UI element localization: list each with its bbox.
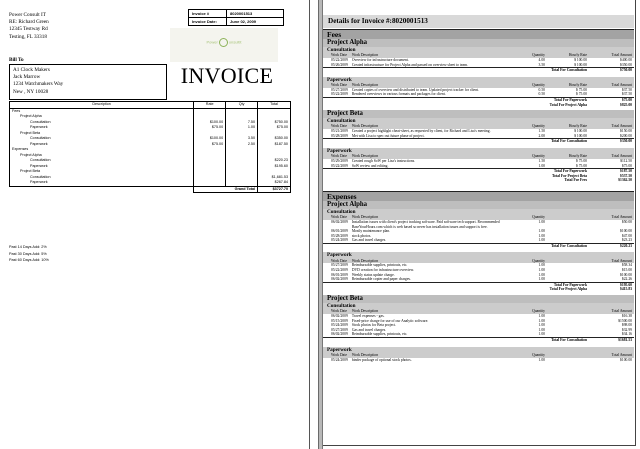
line-total: $75.00 bbox=[258, 125, 291, 131]
col-work-date: Work Date bbox=[323, 53, 350, 58]
col-hourly-rate: Hourly Rate bbox=[547, 83, 589, 88]
quantity: 0.50 bbox=[515, 92, 547, 97]
quantity: 1.00 bbox=[538, 327, 545, 332]
col-quantity: Quantity bbox=[515, 258, 547, 263]
logo-circle-icon bbox=[219, 38, 228, 47]
project-total-value: $415.83 bbox=[620, 287, 632, 292]
col-qty: Qty bbox=[226, 102, 258, 109]
sender-address bbox=[9, 12, 49, 41]
subtotal-label: Total For Consultation bbox=[551, 139, 587, 144]
col-total-amount: Total Amount bbox=[589, 215, 634, 220]
fees-total-label: Total For Fees bbox=[564, 178, 587, 183]
subtotal-label: Total For Paperwork bbox=[553, 97, 587, 102]
invoice-page bbox=[0, 0, 319, 449]
work-description: Met with Lisa to spec out future phase of project. bbox=[350, 134, 515, 139]
col-hourly-rate: Hourly Rate bbox=[547, 154, 589, 159]
work-description: Gas and travel charges. bbox=[350, 238, 515, 243]
col-quantity: Quantity bbox=[515, 124, 547, 129]
total-amount: $100.00 bbox=[620, 272, 632, 277]
line-total: $750.00 bbox=[258, 120, 291, 126]
subtotal-row bbox=[323, 243, 634, 248]
work-date: 05/27/2009 bbox=[331, 327, 348, 332]
line-qty: 1.00 bbox=[226, 125, 258, 131]
col-total: Total bbox=[258, 102, 291, 109]
line-rate: $75.00 bbox=[194, 125, 226, 131]
invoice-title: INVOICE bbox=[180, 63, 274, 88]
line-total: $350.00 bbox=[258, 136, 291, 142]
subtotal-label: Total For Paperwork bbox=[553, 282, 587, 287]
line-desc: Consultation bbox=[10, 136, 194, 142]
line-desc: Paperwork bbox=[10, 142, 194, 148]
invoice-date-row bbox=[189, 18, 284, 26]
total-amount: $50.00 bbox=[621, 219, 632, 224]
work-date: 06/02/2009 bbox=[323, 277, 350, 282]
hourly-rate: $ 100.00 bbox=[547, 63, 589, 68]
line-desc: Project Beta bbox=[10, 169, 194, 175]
line-desc: Project Alpha bbox=[10, 153, 194, 159]
col-total-amount: Total Amount bbox=[589, 53, 634, 58]
expenses-beta-paperwork-table bbox=[323, 353, 634, 363]
work-description: Reimbursable copier and paper charges. bbox=[350, 277, 515, 282]
line-total: $220.23 bbox=[258, 158, 291, 164]
work-date: 06/01/2009 bbox=[331, 229, 348, 234]
project-total-label: Total For Project Alpha bbox=[549, 287, 587, 292]
line-desc: Paperwork bbox=[10, 164, 194, 170]
detail-row bbox=[323, 220, 634, 229]
invoice-number-label: Invoice # bbox=[189, 10, 227, 18]
project-total-value: $825.00 bbox=[620, 102, 632, 107]
bill-to-company: A1 Clock Makers bbox=[13, 67, 50, 73]
quantity: 3.50 bbox=[515, 63, 547, 68]
quantity: 1.00 bbox=[538, 219, 545, 224]
logo-text-left: Power bbox=[206, 39, 218, 45]
line-desc: Paperwork bbox=[10, 180, 194, 186]
expenses-alpha-paperwork-table bbox=[323, 258, 634, 292]
expenses-alpha-consultation-table bbox=[323, 215, 634, 249]
quantity: 2.00 bbox=[515, 134, 547, 139]
grand-total-spacer bbox=[10, 186, 194, 193]
subtotal-value: $195.60 bbox=[620, 282, 632, 287]
total-amount: $37.50 bbox=[589, 92, 634, 97]
line-qty: 3.50 bbox=[226, 136, 258, 142]
col-work-date: Work Date bbox=[323, 83, 350, 88]
work-description: Fixed-price charge for use of our Analytic software. bbox=[351, 318, 429, 323]
line-desc: Project Alpha bbox=[10, 114, 194, 120]
col-hourly-rate: Hourly Rate bbox=[547, 124, 589, 129]
quantity: 1.00 bbox=[538, 314, 545, 319]
invoice-date-value: June 02, 2009 bbox=[227, 18, 284, 26]
quantity: 1.00 bbox=[538, 272, 545, 277]
work-date: 06/02/2009 bbox=[331, 314, 348, 319]
total-amount: $15.00 bbox=[621, 268, 632, 273]
subtotal-label: Total For Consultation bbox=[551, 68, 587, 73]
sender-street: 12345 Testway Rd bbox=[9, 26, 48, 33]
work-date: 05/27/2009 bbox=[331, 87, 348, 92]
work-description: Reimbursable supplies, printouts, etc. bbox=[351, 263, 408, 268]
subtotal-value: $187.50 bbox=[620, 169, 632, 174]
invoice-number-row bbox=[189, 10, 284, 18]
work-date: 05/27/2009 bbox=[331, 263, 348, 268]
subtotal-label: Total For Consultation bbox=[551, 243, 587, 248]
col-total-amount: Total Amount bbox=[589, 353, 634, 358]
work-date: 05/22/2009 bbox=[331, 268, 348, 273]
line-desc: Consultation bbox=[10, 120, 194, 126]
late-fee-60: Past 60 Days Add: 10% bbox=[9, 258, 49, 262]
grand-total-value: $3727.70 bbox=[258, 186, 291, 193]
sender-city: Testing, FL 33318 bbox=[9, 33, 47, 40]
col-quantity: Quantity bbox=[515, 154, 547, 159]
hourly-rate: $ 100.00 bbox=[574, 58, 587, 62]
line-items-table bbox=[9, 101, 291, 193]
expenses-alpha-consultation: Consultation bbox=[323, 209, 634, 215]
expenses-project-beta: Project Beta bbox=[323, 295, 634, 303]
work-description: Rendered overviews in various formats and packages for client. bbox=[350, 92, 515, 97]
line-total: $1,681.53 bbox=[258, 175, 291, 181]
fees-alpha-consultation-table bbox=[323, 53, 634, 73]
work-date: 05/24/2009 bbox=[331, 357, 348, 362]
subtotal-label: Total For Consultation bbox=[551, 338, 587, 342]
col-description: Description bbox=[10, 102, 194, 109]
work-description: Travel expenses - gas. bbox=[351, 314, 385, 319]
line-desc: Project Beta bbox=[10, 131, 194, 137]
bill-to-city: New , NY 10028 bbox=[13, 88, 49, 95]
grand-total-label: Grand Total bbox=[194, 186, 258, 193]
line-qty: 2.50 bbox=[226, 142, 258, 148]
work-description: binder package of optional stock photos. bbox=[351, 357, 412, 362]
invoice-meta-table bbox=[188, 9, 284, 26]
work-description: Created a project highlight cheat-sheet, as requested by client, for Richard and Lisa's meeting. bbox=[351, 129, 491, 134]
fees-alpha-paperwork-table bbox=[323, 83, 634, 107]
work-date: 05/24/2009 bbox=[331, 323, 348, 328]
col-total-amount: Total Amount bbox=[589, 124, 634, 129]
subtotal-row bbox=[323, 139, 634, 144]
line-desc: Fees bbox=[10, 108, 194, 114]
quantity: 1.50 bbox=[538, 158, 545, 163]
fees-alpha-paperwork: Paperwork bbox=[323, 77, 634, 83]
subtotal-value: $750.00 bbox=[620, 68, 632, 73]
late-fee-14: Past 14 Days Add: 2% bbox=[9, 245, 47, 249]
total-amount: $200.00 bbox=[589, 134, 634, 139]
details-title: Details for Invoice #:8020001513 bbox=[323, 15, 634, 28]
logo-text-right: onsultit bbox=[228, 39, 242, 45]
project-total-label: Total For Project Alpha bbox=[549, 102, 587, 107]
details-frame bbox=[323, 0, 636, 446]
hourly-rate: $ 100.00 bbox=[574, 129, 587, 134]
subtotal-row bbox=[323, 338, 634, 343]
detail-row bbox=[323, 358, 634, 363]
total-amount: $100.00 bbox=[620, 357, 632, 362]
expenses-beta-paperwork: Paperwork bbox=[323, 347, 634, 353]
total-amount: $23.23 bbox=[589, 238, 634, 243]
quantity: 1.00 bbox=[538, 357, 545, 362]
line-desc: Paperwork bbox=[10, 125, 194, 131]
work-description: Reimbursable supplies, printouts, etc. bbox=[350, 332, 515, 337]
total-amount: $47.00 bbox=[621, 233, 632, 238]
fees-beta-consultation-table bbox=[323, 124, 634, 144]
col-quantity: Quantity bbox=[515, 309, 547, 314]
total-amount: $22.26 bbox=[589, 277, 634, 282]
hourly-rate: $ 75.00 bbox=[547, 92, 589, 97]
work-description: stock photos. bbox=[351, 233, 372, 238]
invoice-date-label: Invoice Date: bbox=[189, 18, 227, 26]
work-description: SoW review and editing. bbox=[350, 164, 515, 169]
sender-company: Power Consult IT bbox=[9, 12, 46, 18]
work-date: 05/24/2009 bbox=[323, 238, 350, 243]
quantity: 1.00 bbox=[538, 318, 545, 323]
bill-to-label: Bill To bbox=[9, 57, 24, 63]
col-hourly-rate: Hourly Rate bbox=[547, 53, 589, 58]
work-description: Created infrastructure for Project Alpha and passed on overview sheet to team. bbox=[350, 63, 515, 68]
quantity: 1.00 bbox=[538, 323, 545, 328]
work-date: 06/02/2009 bbox=[323, 332, 350, 337]
col-quantity: Quantity bbox=[515, 83, 547, 88]
total-amount: $98.00 bbox=[621, 323, 632, 328]
quantity: 1.00 bbox=[538, 268, 545, 273]
col-total-amount: Total Amount bbox=[589, 154, 634, 159]
col-work-description: Work Description bbox=[350, 215, 515, 220]
total-amount: $16.38 bbox=[621, 314, 632, 319]
total-amount: $37.50 bbox=[621, 87, 632, 92]
fees-beta-consultation: Consultation bbox=[323, 118, 634, 124]
expenses-beta-consultation: Consultation bbox=[323, 303, 634, 309]
subtotal-value: $75.00 bbox=[621, 97, 632, 102]
section-expenses: Expenses bbox=[323, 191, 634, 201]
bill-to-street: 1234 Watchmakers Way bbox=[13, 81, 64, 88]
late-fee-terms bbox=[9, 244, 49, 264]
fees-beta-paperwork: Paperwork bbox=[323, 148, 634, 154]
line-rate: $100.00 bbox=[194, 136, 226, 142]
line-rate: $75.00 bbox=[194, 142, 226, 148]
quantity: 1.00 bbox=[538, 229, 545, 234]
total-amount: $32.99 bbox=[621, 327, 632, 332]
col-work-date: Work Date bbox=[323, 353, 350, 358]
work-date: 06/01/2009 bbox=[331, 272, 348, 277]
work-description: Stock photos for Beta project. bbox=[351, 323, 396, 328]
total-amount: $350.00 bbox=[589, 63, 634, 68]
sender-re: RE: Richard Green bbox=[9, 19, 49, 26]
line-total: $195.60 bbox=[258, 164, 291, 170]
quantity: 1.00 bbox=[515, 277, 547, 282]
quantity: 1.00 bbox=[538, 263, 545, 268]
work-date: 05/28/2009 bbox=[323, 134, 350, 139]
col-work-date: Work Date bbox=[323, 124, 350, 129]
total-amount: $150.00 bbox=[620, 129, 632, 134]
work-description: Weekly status update charge. bbox=[351, 272, 395, 277]
quantity: 1.50 bbox=[538, 129, 545, 134]
invoice-number-value: 8020001513 bbox=[227, 10, 284, 18]
work-description: Mostly maintenance plan. bbox=[351, 229, 391, 234]
col-work-date: Work Date bbox=[323, 215, 350, 220]
work-date: 05/22/2009 bbox=[323, 164, 350, 169]
work-description: Installation issues with client's project tracking software. Paid software tech support. Recommended BaseYourHours.com which is web based so never has installation issues and support is free. bbox=[351, 219, 500, 229]
expenses-alpha-paperwork: Paperwork bbox=[323, 252, 634, 258]
fees-alpha-consultation: Consultation bbox=[323, 47, 634, 53]
line-total: $267.84 bbox=[258, 180, 291, 186]
fees-beta-paperwork-table bbox=[323, 154, 634, 183]
work-date: 05/29/2009 bbox=[331, 158, 348, 163]
expenses-project-alpha: Project Alpha bbox=[323, 201, 634, 209]
work-date: 05/15/2009 bbox=[331, 318, 348, 323]
col-quantity: Quantity bbox=[515, 53, 547, 58]
fees-project-beta: Project Beta bbox=[323, 110, 634, 118]
quantity: 1.00 bbox=[515, 238, 547, 243]
quantity: 1.00 bbox=[515, 332, 547, 337]
grand-total-row bbox=[10, 186, 291, 193]
col-total-amount: Total Amount bbox=[589, 258, 634, 263]
bill-to-contact: Jack Marrow bbox=[13, 74, 41, 81]
col-work-description: Work Description bbox=[350, 83, 515, 88]
project-total-label: Total For Project Beta bbox=[551, 173, 587, 178]
subtotal-row bbox=[323, 68, 634, 73]
col-work-description: Work Description bbox=[350, 154, 515, 159]
work-description: Created copies of overview and distributed to team. Updated project tracker for client. bbox=[351, 87, 479, 92]
subtotal-label: Total For Paperwork bbox=[553, 169, 587, 174]
work-date: 05/22/2009 bbox=[331, 58, 348, 62]
col-work-description: Work Description bbox=[350, 53, 515, 58]
bill-to-address bbox=[9, 64, 167, 100]
hourly-rate: $ 75.00 bbox=[575, 158, 587, 163]
hourly-rate: $ 75.00 bbox=[547, 164, 589, 169]
col-quantity: Quantity bbox=[515, 215, 547, 220]
work-date: 05/22/2009 bbox=[323, 92, 350, 97]
total-amount: $75.00 bbox=[589, 164, 634, 169]
col-work-date: Work Date bbox=[323, 258, 350, 263]
subtotal-value: $1681.53 bbox=[618, 338, 632, 342]
fees-project-alpha: Project Alpha bbox=[323, 39, 634, 47]
project-total-value: $537.50 bbox=[620, 173, 632, 178]
hourly-rate: $ 75.00 bbox=[575, 87, 587, 92]
quantity: 1.00 bbox=[515, 164, 547, 169]
details-body bbox=[323, 29, 634, 362]
col-work-description: Work Description bbox=[350, 309, 515, 314]
line-desc: Consultation bbox=[10, 158, 194, 164]
expenses-beta-consultation-table bbox=[323, 309, 634, 343]
work-description: DVD creation for infrastructure overview. bbox=[351, 268, 414, 273]
subtotal-value: $350.00 bbox=[620, 139, 632, 144]
line-total: $187.50 bbox=[258, 142, 291, 148]
col-quantity: Quantity bbox=[515, 353, 547, 358]
col-rate: Rate bbox=[194, 102, 226, 109]
col-work-description: Work Description bbox=[350, 353, 515, 358]
subtotal-value: $220.23 bbox=[620, 243, 632, 248]
hourly-rate: $ 100.00 bbox=[547, 134, 589, 139]
work-date: 05/28/2009 bbox=[331, 233, 348, 238]
quantity: 4.00 bbox=[538, 58, 545, 62]
col-work-date: Work Date bbox=[323, 309, 350, 314]
col-work-date: Work Date bbox=[323, 154, 350, 159]
total-amount: $100.00 bbox=[620, 229, 632, 234]
work-date: 05/21/2009 bbox=[331, 129, 348, 134]
total-amount: $400.00 bbox=[620, 58, 632, 62]
total-amount: $58.34 bbox=[621, 263, 632, 268]
line-rate: $100.00 bbox=[194, 120, 226, 126]
fees-total-value: $1362.50 bbox=[618, 178, 632, 183]
work-description: Overview for infrastructure document. bbox=[351, 58, 409, 62]
line-qty: 7.50 bbox=[226, 120, 258, 126]
late-fee-30: Past 30 Days Add: 5% bbox=[9, 251, 47, 256]
work-date: 05/26/2009 bbox=[323, 63, 350, 68]
line-desc: Consultation bbox=[10, 175, 194, 181]
quantity: 1.00 bbox=[538, 233, 545, 238]
line-desc: Expenses bbox=[10, 147, 194, 153]
total-amount: $34.16 bbox=[589, 332, 634, 337]
company-logo bbox=[170, 28, 278, 62]
col-total-amount: Total Amount bbox=[589, 83, 634, 88]
work-date: 06/02/2009 bbox=[331, 219, 348, 224]
col-total-amount: Total Amount bbox=[589, 309, 634, 314]
logo-mark bbox=[170, 38, 278, 47]
total-amount: $1500.00 bbox=[618, 318, 632, 323]
quantity: 0.50 bbox=[538, 87, 545, 92]
section-fees: Fees bbox=[323, 29, 634, 39]
work-description: Created rough SoW per Lisa's instructions. bbox=[351, 158, 416, 163]
details-page bbox=[322, 0, 640, 449]
col-work-description: Work Description bbox=[350, 124, 515, 129]
work-description: Gas and travel charges. bbox=[351, 327, 387, 332]
col-work-description: Work Description bbox=[350, 258, 515, 263]
total-amount: $112.50 bbox=[620, 158, 632, 163]
